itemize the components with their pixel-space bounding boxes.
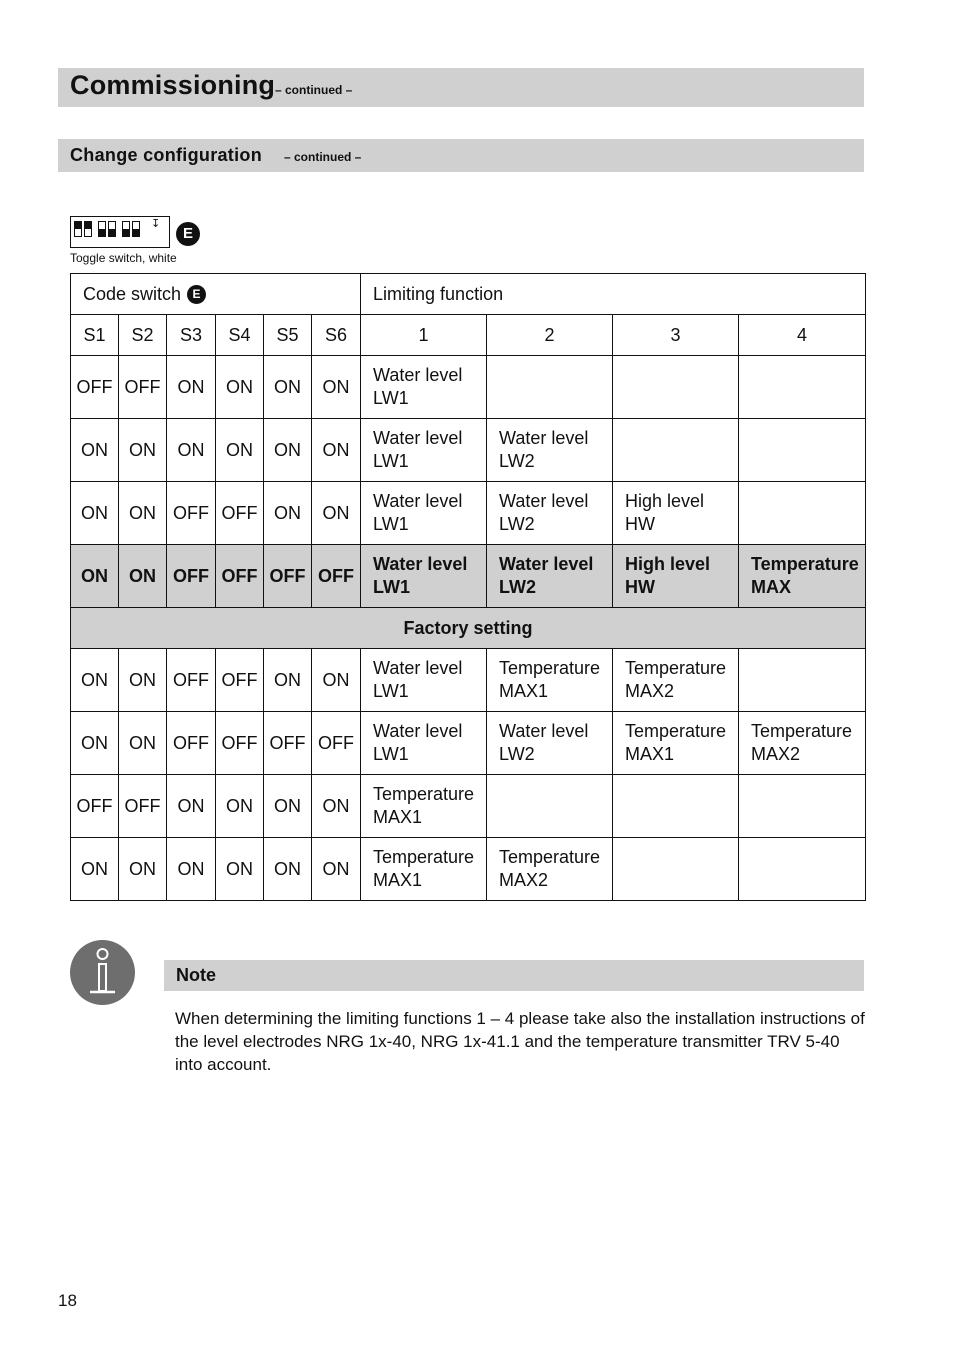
function-cell-line: High level bbox=[625, 491, 705, 511]
switch-state-cell: ON bbox=[264, 838, 312, 901]
switch-state-cell: ON bbox=[167, 838, 216, 901]
switch-header-cell: S2 bbox=[119, 315, 167, 356]
subsection-header-bar bbox=[58, 139, 864, 172]
function-cell bbox=[361, 712, 487, 775]
switch-state-cell: OFF bbox=[216, 545, 264, 608]
function-cell-line: Temperature bbox=[625, 658, 727, 678]
switch-state-cell: ON bbox=[119, 649, 167, 712]
function-cell-line: MAX1 bbox=[625, 744, 675, 764]
switch-state-cell: ON bbox=[312, 419, 361, 482]
function-cell-line: HW bbox=[625, 514, 656, 534]
function-cell-line: Water level bbox=[373, 721, 463, 741]
function-cell-line: MAX1 bbox=[499, 681, 549, 701]
function-cell-line: MAX2 bbox=[751, 744, 801, 764]
switch-state-cell: OFF bbox=[264, 712, 312, 775]
switch-header-cell: S1 bbox=[71, 315, 119, 356]
info-icon bbox=[70, 940, 135, 1005]
page-title: Commissioning bbox=[70, 70, 276, 100]
function-header-cell: 2 bbox=[487, 315, 613, 356]
switch-state-cell: ON bbox=[312, 482, 361, 545]
function-cell-line: MAX2 bbox=[625, 681, 675, 701]
function-cell bbox=[487, 419, 613, 482]
function-cell-line: LW2 bbox=[499, 577, 537, 597]
factory-setting-row bbox=[71, 608, 866, 649]
function-cell bbox=[613, 545, 739, 608]
code-switch-header bbox=[71, 274, 361, 315]
switch-state-cell: ON bbox=[167, 356, 216, 419]
function-cell bbox=[487, 356, 613, 419]
switch-state-cell: OFF bbox=[216, 712, 264, 775]
switch-state-cell: ON bbox=[71, 712, 119, 775]
function-cell-line: Water level bbox=[373, 658, 463, 678]
subsection-title: Change configuration bbox=[70, 145, 262, 165]
switch-state-cell: OFF bbox=[167, 545, 216, 608]
switch-state-cell: OFF bbox=[119, 356, 167, 419]
switch-state-cell: OFF bbox=[216, 649, 264, 712]
switch-state-cell: ON bbox=[216, 356, 264, 419]
dip-switch-toggle bbox=[98, 221, 106, 237]
function-cell bbox=[361, 838, 487, 901]
function-cell-line: Water level bbox=[499, 491, 589, 511]
function-cell-line: Water level bbox=[499, 721, 589, 741]
subsection-continued-label: – continued – bbox=[284, 150, 362, 164]
function-cell-line: Water level bbox=[373, 491, 463, 511]
switch-state-cell: OFF bbox=[216, 482, 264, 545]
section-header-bar bbox=[58, 68, 864, 107]
function-cell-line: LW2 bbox=[499, 514, 535, 534]
function-cell bbox=[487, 649, 613, 712]
function-cell-line: Water level bbox=[499, 428, 589, 448]
e-marker-small: E bbox=[187, 285, 206, 304]
switch-state-cell: ON bbox=[71, 482, 119, 545]
switch-header-cell: S5 bbox=[264, 315, 312, 356]
function-cell bbox=[487, 838, 613, 901]
switch-state-cell: ON bbox=[119, 545, 167, 608]
function-cell bbox=[361, 356, 487, 419]
dip-switch-toggle bbox=[84, 221, 92, 237]
function-cell-line: Temperature bbox=[499, 847, 601, 867]
function-cell-line: MAX2 bbox=[499, 870, 549, 890]
function-cell-line: LW1 bbox=[373, 744, 409, 764]
switch-state-cell: ON bbox=[264, 649, 312, 712]
switch-state-cell: ON bbox=[216, 419, 264, 482]
switch-state-cell: ON bbox=[71, 545, 119, 608]
function-cell-line: LW2 bbox=[499, 451, 535, 471]
switch-header-cell: S3 bbox=[167, 315, 216, 356]
function-cell bbox=[613, 482, 739, 545]
switch-state-cell: OFF bbox=[167, 482, 216, 545]
function-cell-line: LW1 bbox=[373, 577, 411, 597]
switch-state-cell: ON bbox=[119, 712, 167, 775]
function-cell-line: Water level bbox=[373, 554, 468, 574]
note-text: When determining the limiting functions 1 – 4 please take also the installation instructions of the level electrodes NRG 1x-40, NRG 1x-41.1 and the temperature transmitter TRV 5-40 into account. bbox=[175, 1009, 865, 1074]
page-number: 18 bbox=[58, 1291, 77, 1310]
switch-state-cell: OFF bbox=[167, 649, 216, 712]
function-cell-line: Temperature bbox=[373, 784, 475, 804]
switch-caption: Toggle switch, white bbox=[70, 251, 177, 265]
function-cell-line: LW2 bbox=[499, 744, 535, 764]
function-cell-line: LW1 bbox=[373, 514, 409, 534]
switch-state-cell: ON bbox=[167, 419, 216, 482]
switch-state-cell: OFF bbox=[312, 712, 361, 775]
function-header-cell: 1 bbox=[361, 315, 487, 356]
switch-state-cell: OFF bbox=[71, 775, 119, 838]
function-cell-line: LW1 bbox=[373, 681, 409, 701]
function-cell-line: Temperature bbox=[625, 721, 727, 741]
switch-state-cell: ON bbox=[71, 419, 119, 482]
function-cell bbox=[613, 649, 739, 712]
function-cell-line: MAX1 bbox=[373, 870, 423, 890]
function-cell-line: HW bbox=[625, 577, 656, 597]
switch-state-cell: ON bbox=[312, 838, 361, 901]
function-cell bbox=[739, 775, 866, 838]
dip-switch-toggle bbox=[108, 221, 116, 237]
function-cell bbox=[487, 775, 613, 838]
function-cell-line: Temperature bbox=[373, 847, 475, 867]
table-row bbox=[71, 356, 866, 419]
switch-state-cell: ON bbox=[119, 482, 167, 545]
function-cell-line: Temperature bbox=[751, 554, 859, 574]
switch-state-cell: ON bbox=[119, 838, 167, 901]
continued-label: – continued – bbox=[275, 83, 353, 97]
switch-state-cell: ON bbox=[264, 356, 312, 419]
table-row bbox=[71, 838, 866, 901]
switch-state-cell: ON bbox=[264, 482, 312, 545]
table-row bbox=[71, 649, 866, 712]
function-cell bbox=[361, 545, 487, 608]
function-cell-line: Water level bbox=[373, 365, 463, 385]
function-cell bbox=[739, 712, 866, 775]
switch-header-cell: S6 bbox=[312, 315, 361, 356]
function-cell-line: Temperature bbox=[499, 658, 601, 678]
e-marker-badge: E bbox=[176, 222, 200, 246]
switch-state-cell: ON bbox=[119, 419, 167, 482]
switch-state-cell: ON bbox=[216, 838, 264, 901]
function-cell bbox=[361, 482, 487, 545]
arrow-down-icon: ↧ bbox=[151, 218, 161, 230]
switch-state-cell: ON bbox=[312, 775, 361, 838]
function-cell bbox=[739, 838, 866, 901]
configuration-table bbox=[70, 273, 866, 901]
function-cell-line: MAX1 bbox=[373, 807, 423, 827]
switch-state-cell: OFF bbox=[71, 356, 119, 419]
dip-switch-icon bbox=[70, 216, 170, 248]
switch-state-cell: OFF bbox=[119, 775, 167, 838]
switch-state-cell: OFF bbox=[312, 545, 361, 608]
function-cell bbox=[739, 482, 866, 545]
dip-switch-toggle bbox=[122, 221, 130, 237]
function-cell bbox=[613, 775, 739, 838]
limiting-function-header: Limiting function bbox=[361, 274, 866, 315]
function-cell bbox=[361, 649, 487, 712]
switch-state-cell: ON bbox=[216, 775, 264, 838]
switch-state-cell: ON bbox=[264, 419, 312, 482]
function-cell-line: High level bbox=[625, 554, 711, 574]
dip-switch-toggle bbox=[132, 221, 140, 237]
note-header-bar bbox=[164, 960, 864, 991]
switch-state-cell: OFF bbox=[264, 545, 312, 608]
function-cell-line: LW1 bbox=[373, 388, 409, 408]
function-cell bbox=[361, 419, 487, 482]
function-cell bbox=[739, 649, 866, 712]
table-row bbox=[71, 775, 866, 838]
table-row bbox=[71, 545, 866, 608]
switch-state-cell: ON bbox=[312, 649, 361, 712]
function-cell-line: Water level bbox=[373, 428, 463, 448]
switch-state-cell: ON bbox=[167, 775, 216, 838]
dip-switch-toggle bbox=[74, 221, 82, 237]
switch-state-cell: ON bbox=[71, 649, 119, 712]
table-row bbox=[71, 419, 866, 482]
switch-state-cell: ON bbox=[312, 356, 361, 419]
table-row bbox=[71, 712, 866, 775]
function-cell bbox=[739, 419, 866, 482]
function-cell-line: MAX bbox=[751, 577, 792, 597]
function-cell bbox=[613, 419, 739, 482]
switch-state-cell: OFF bbox=[167, 712, 216, 775]
table-row bbox=[71, 482, 866, 545]
note-title: Note bbox=[176, 965, 216, 985]
factory-setting-label: Factory setting bbox=[71, 608, 866, 649]
function-cell bbox=[487, 545, 613, 608]
function-cell bbox=[487, 712, 613, 775]
function-cell bbox=[613, 712, 739, 775]
function-cell-line: Temperature bbox=[751, 721, 853, 741]
function-cell-line: Water level bbox=[499, 554, 594, 574]
function-cell bbox=[613, 838, 739, 901]
function-cell bbox=[739, 545, 866, 608]
function-cell bbox=[487, 482, 613, 545]
function-cell bbox=[739, 356, 866, 419]
function-cell bbox=[361, 775, 487, 838]
function-cell bbox=[613, 356, 739, 419]
function-header-cell: 4 bbox=[739, 315, 866, 356]
switch-state-cell: ON bbox=[71, 838, 119, 901]
switch-header-cell: S4 bbox=[216, 315, 264, 356]
switch-state-cell: ON bbox=[264, 775, 312, 838]
code-switch-label: Code switch bbox=[83, 283, 182, 304]
function-header-cell: 3 bbox=[613, 315, 739, 356]
function-cell-line: LW1 bbox=[373, 451, 409, 471]
